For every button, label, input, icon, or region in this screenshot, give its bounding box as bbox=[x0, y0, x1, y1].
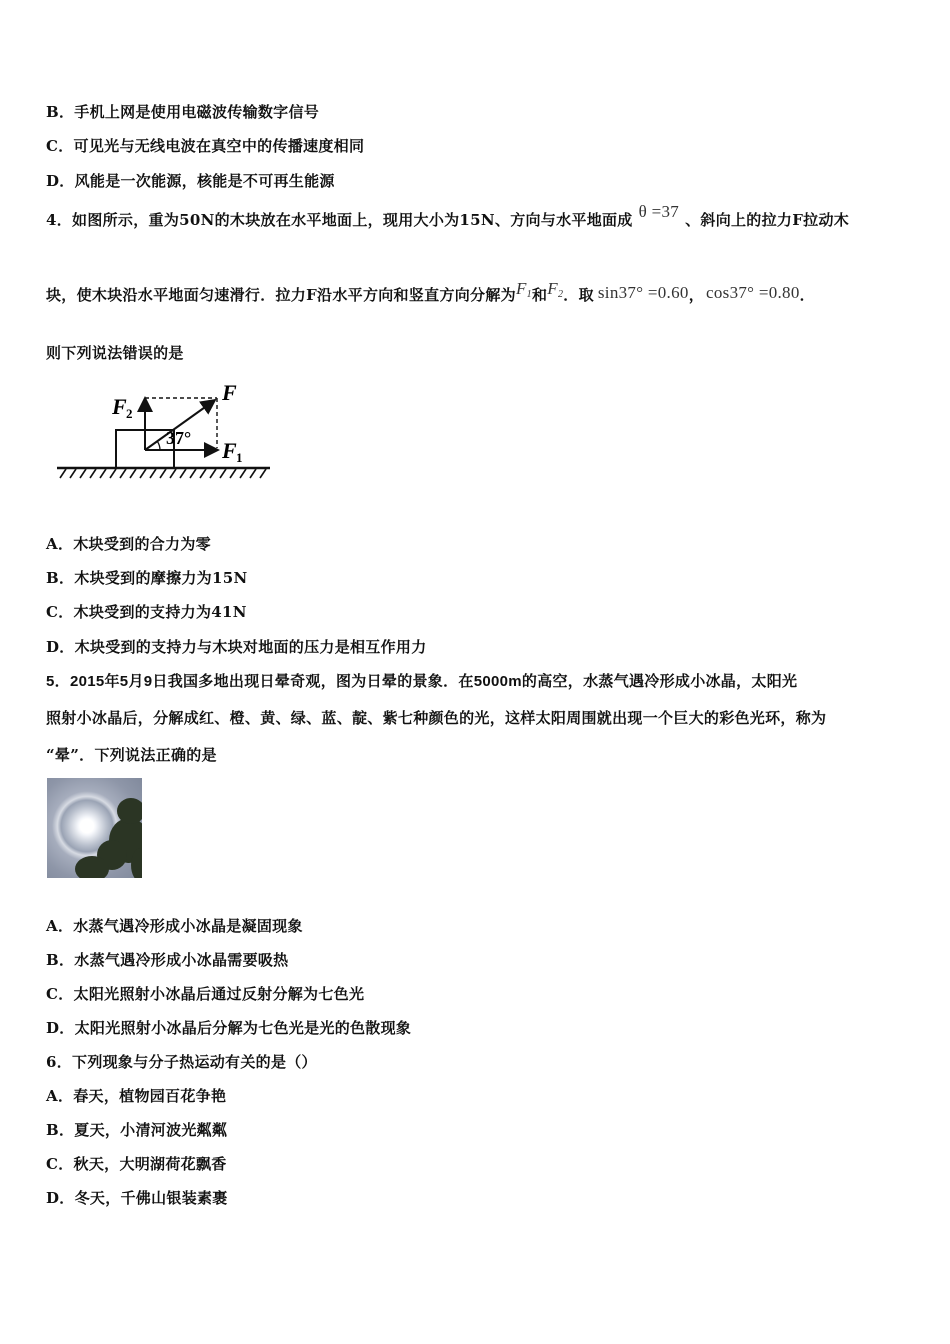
sun-halo-photo bbox=[47, 778, 142, 878]
label-f: F bbox=[222, 380, 237, 405]
q6-option-d: D．冬天，千佛山银装素裹 bbox=[46, 1189, 228, 1207]
f1-symbol bbox=[516, 279, 532, 298]
q5-option-a: A．水蒸气遇冷形成小冰晶是凝固现象 bbox=[46, 917, 303, 935]
q4-period: ． bbox=[799, 286, 815, 304]
q4-stem-text-b: 、斜向上的拉力F拉动木 bbox=[685, 211, 850, 229]
q4-comma: ， bbox=[688, 286, 705, 304]
q5-option-d: D．太阳光照射小冰晶后分解为七色光是光的色散现象 bbox=[46, 1019, 412, 1037]
f2-subscript: 2 bbox=[557, 289, 564, 300]
f1-letter: F bbox=[515, 279, 527, 298]
q4-option-b: B．木块受到的摩擦力为15N bbox=[46, 569, 248, 587]
angle-label: 37° bbox=[166, 428, 192, 448]
sin-formula: sin37° =0.60 bbox=[597, 283, 689, 302]
q5-option-c: C．太阳光照射小冰晶后通过反射分解为七色光 bbox=[46, 985, 365, 1003]
angle-arc bbox=[157, 441, 160, 450]
tree-foliage bbox=[117, 798, 142, 824]
q4-stem-text-c: 块，使木块沿水平地面匀速滑行．拉力F沿水平方向和竖直方向分解为 bbox=[46, 286, 516, 304]
q4-option-a: A．木块受到的合力为零 bbox=[46, 535, 211, 553]
theta-formula: θ =37 bbox=[638, 202, 680, 221]
force-diagram bbox=[52, 378, 277, 488]
q4-stem-text-a: 4．如图所示，重为50N的木块放在水平地面上，现用大小为15N、方向与水平地面成 bbox=[46, 211, 633, 229]
q6-option-b: B．夏天，小清河波光粼粼 bbox=[46, 1121, 228, 1139]
label-f2: F bbox=[112, 394, 127, 419]
q6-option-c: C．秋天，大明湖荷花飘香 bbox=[46, 1155, 227, 1173]
label-f1-sub: 1 bbox=[236, 450, 243, 465]
f2-letter: F bbox=[547, 279, 558, 298]
q5-stem-line1: 5．2015年5月9日我国多地出现日晕奇观，图为日晕的景象．在5000m的高空，水蒸气遇冷形成小冰晶，太阳光 bbox=[46, 673, 798, 690]
q4-stem-line1 bbox=[46, 202, 850, 230]
f1-subscript: 1 bbox=[526, 289, 532, 300]
q5-stem-line3: “晕”．下列说法正确的是 bbox=[46, 746, 217, 764]
q6-option-a: A．春天，植物园百花争艳 bbox=[46, 1087, 227, 1105]
q3-option-d: D．风能是一次能源，核能是不可再生能源 bbox=[46, 172, 335, 190]
label-f2-sub: 2 bbox=[126, 406, 133, 421]
tree-foliage bbox=[131, 848, 142, 878]
q4-take: ．取 bbox=[563, 286, 594, 304]
q5-stem-line2: 照射小冰晶后，分解成红、橙、黄、绿、蓝、靛、紫七种颜色的光，这样太阳周围就出现一个巨大的彩色光环，称为 bbox=[46, 709, 827, 727]
q3-option-c: C．可见光与无线电波在真空中的传播速度相同 bbox=[46, 137, 365, 155]
q4-stem-line2 bbox=[46, 279, 815, 306]
q4-stem-line3: 则下列说法错误的是 bbox=[46, 344, 184, 362]
tree-foliage bbox=[75, 856, 109, 878]
q3-option-b: B．手机上网是使用电磁波传输数字信号 bbox=[46, 103, 320, 121]
q6-stem: 6．下列现象与分子热运动有关的是（） bbox=[46, 1053, 317, 1071]
f2-symbol bbox=[547, 279, 563, 298]
q4-and: 和 bbox=[531, 286, 548, 304]
q4-option-d: D．木块受到的支持力与木块对地面的压力是相互作用力 bbox=[46, 638, 427, 656]
label-f1: F bbox=[222, 438, 237, 463]
ground-hatching bbox=[60, 469, 266, 478]
q5-option-b: B．水蒸气遇冷形成小冰晶需要吸热 bbox=[46, 951, 289, 969]
cos-formula: cos37° =0.80 bbox=[706, 283, 800, 302]
q4-option-c: C．木块受到的支持力为41N bbox=[46, 603, 247, 621]
